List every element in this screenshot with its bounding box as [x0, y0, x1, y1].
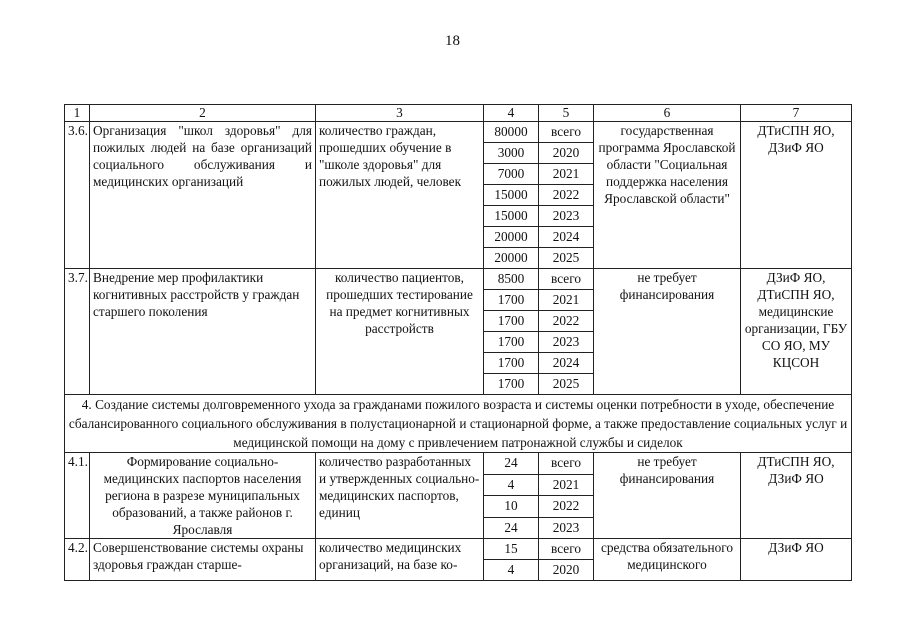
period-label: 2023	[539, 332, 594, 353]
table-row	[65, 453, 852, 475]
item-number: 4.1.	[65, 453, 90, 539]
measure-text: Внедрение мер профилактики когнитивных расстройств у граждан старшего поколения	[90, 269, 316, 395]
page-number: 18	[445, 33, 460, 49]
executors: ДТиСПН ЯО, ДЗиФ ЯО	[741, 122, 852, 269]
indicator-value: 80000	[484, 122, 539, 143]
period-label: 2021	[539, 474, 594, 496]
indicator-value: 15000	[484, 206, 539, 227]
indicator-value: 1700	[484, 332, 539, 353]
column-number: 1	[65, 105, 90, 122]
table-row	[65, 539, 852, 560]
funding-source: не требует финансирования	[594, 269, 741, 395]
period-label: 2021	[539, 164, 594, 185]
indicator-value: 1700	[484, 353, 539, 374]
indicator-value: 4	[484, 560, 539, 581]
program-table	[64, 104, 852, 581]
period-label: 2023	[539, 517, 594, 539]
indicator-text: количество разработанных и утвержденных социально-медицинских паспортов, единиц	[316, 453, 484, 539]
section-row	[65, 395, 852, 453]
item-number: 3.7.	[65, 269, 90, 395]
column-numbers-row	[65, 105, 852, 122]
indicator-value: 1700	[484, 374, 539, 395]
indicator-value: 20000	[484, 227, 539, 248]
indicator-value: 4	[484, 474, 539, 496]
indicator-value: 10	[484, 496, 539, 518]
period-label: 2023	[539, 206, 594, 227]
section-heading: 4. Создание системы долговременного ухода за гражданами пожилого возраста и системы оценки потребности в уходе, обеспечение сбалансированного социального обслуживания в полустационарной и стационарной форме, а также предоставление социальных услуг и медицинской помощи на дому с привлечением патронажной службы и сиделок	[65, 395, 852, 453]
funding-source: не требует финансирования	[594, 453, 741, 539]
executors: ДЗиФ ЯО	[741, 539, 852, 581]
item-number: 4.2.	[65, 539, 90, 581]
column-number: 7	[741, 105, 852, 122]
indicator-text: количество медицинских организаций, на базе ко-	[316, 539, 484, 581]
executors: ДТиСПН ЯО, ДЗиФ ЯО	[741, 453, 852, 539]
column-number: 4	[484, 105, 539, 122]
indicator-value: 8500	[484, 269, 539, 290]
period-label: 2022	[539, 496, 594, 518]
period-label: 2025	[539, 248, 594, 269]
funding-source: государственная программа Ярославской области "Социальная поддержка населения Ярославской области"	[594, 122, 741, 269]
indicator-text: количество пациентов, прошедших тестирование на предмет когнитивных расстройств	[316, 269, 484, 395]
column-number: 6	[594, 105, 741, 122]
period-label: 2021	[539, 290, 594, 311]
measure-text: Формирование социально-медицинских паспортов населения региона в разрезе муниципальных образований, а также районов г. Ярославля	[90, 453, 316, 539]
indicator-value: 20000	[484, 248, 539, 269]
measure-text: Организация "школ здоровья" для пожилых людей на базе организаций социального обслуживания и медицинских организаций	[90, 122, 316, 269]
indicator-value: 24	[484, 453, 539, 475]
indicator-value: 15	[484, 539, 539, 560]
period-label: 2024	[539, 353, 594, 374]
measure-text: Совершенствование системы охраны здоровья граждан старше-	[90, 539, 316, 581]
period-label: всего	[539, 122, 594, 143]
period-label: 2024	[539, 227, 594, 248]
indicator-value: 24	[484, 517, 539, 539]
indicator-value: 15000	[484, 185, 539, 206]
indicator-value: 1700	[484, 290, 539, 311]
column-number: 5	[539, 105, 594, 122]
period-label: всего	[539, 269, 594, 290]
period-label: 2022	[539, 311, 594, 332]
period-label: 2020	[539, 143, 594, 164]
column-number: 2	[90, 105, 316, 122]
funding-source: средства обязательного медицинского	[594, 539, 741, 581]
period-label: 2025	[539, 374, 594, 395]
executors: ДЗиФ ЯО, ДТиСПН ЯО, медицинские организации, ГБУ СО ЯО, МУ КЦСОН	[741, 269, 852, 395]
indicator-text: количество граждан, прошедших обучение в "школе здоровья" для пожилых людей, человек	[316, 122, 484, 269]
indicator-value: 7000	[484, 164, 539, 185]
indicator-value: 1700	[484, 311, 539, 332]
period-label: всего	[539, 539, 594, 560]
period-label: 2022	[539, 185, 594, 206]
period-label: 2020	[539, 560, 594, 581]
table-row	[65, 122, 852, 143]
column-number: 3	[316, 105, 484, 122]
period-label: всего	[539, 453, 594, 475]
item-number: 3.6.	[65, 122, 90, 269]
table-row	[65, 269, 852, 290]
indicator-value: 3000	[484, 143, 539, 164]
